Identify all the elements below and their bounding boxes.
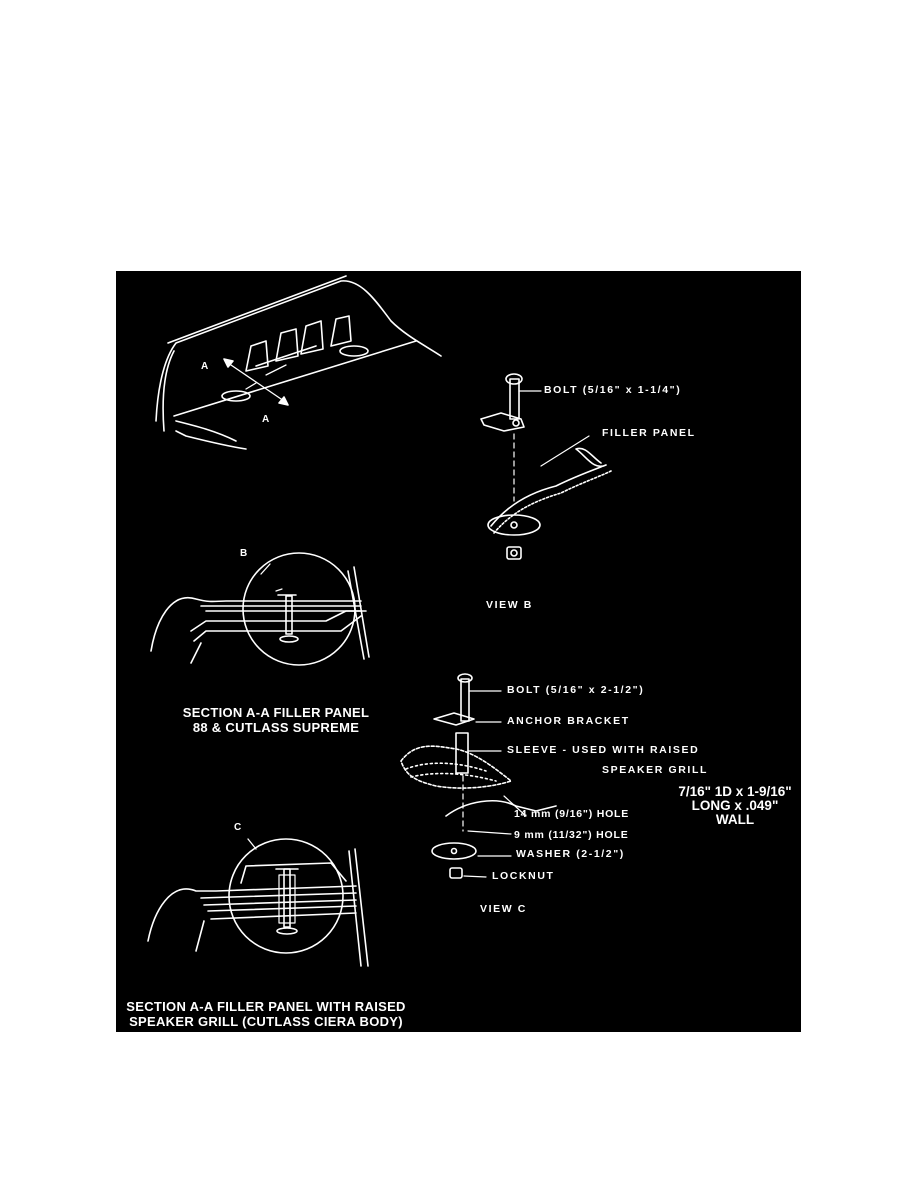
section-b-caption bbox=[156, 705, 396, 736]
detail-b-marker: B bbox=[240, 548, 248, 559]
view-b-exploded bbox=[481, 374, 611, 559]
detail-c-marker: C bbox=[234, 822, 242, 833]
section-b-caption-line2: 88 & CUTLASS SUPREME bbox=[192, 720, 360, 736]
diagram-artwork bbox=[116, 271, 801, 1032]
section-b-detail bbox=[151, 553, 369, 665]
sleeve-spec-line3: WALL bbox=[715, 812, 755, 828]
sleeve-spec-line1: 7/16" 1D x 1-9/16" bbox=[678, 784, 792, 799]
view-c-locknut-label: LOCKNUT bbox=[492, 870, 555, 882]
package-shelf-overview bbox=[156, 276, 441, 449]
section-a-marker-lower: A bbox=[262, 414, 270, 425]
view-b-filler-panel-label: FILLER PANEL bbox=[602, 427, 696, 439]
section-c-caption bbox=[116, 999, 416, 1030]
section-c-caption-line2: SPEAKER GRILL (CUTLASS CIERA BODY) bbox=[129, 1014, 403, 1030]
view-c-anchor-bracket-label: ANCHOR BRACKET bbox=[507, 715, 630, 727]
section-b-caption-line1: SECTION A-A FILLER PANEL bbox=[182, 705, 370, 720]
view-c-14mm-hole-label: 14 mm (9/16") HOLE bbox=[514, 808, 630, 820]
view-b-bolt-label: BOLT (5/16" x 1-1/4") bbox=[544, 384, 682, 396]
view-b-caption: VIEW B bbox=[486, 599, 533, 611]
section-c-caption-line1: SECTION A-A FILLER PANEL WITH RAISED bbox=[126, 999, 406, 1014]
view-c-washer-label: WASHER (2-1/2") bbox=[516, 848, 625, 860]
view-c-sleeve-label-line2: SPEAKER GRILL bbox=[602, 764, 708, 776]
service-diagram bbox=[116, 271, 801, 1032]
sleeve-spec bbox=[672, 785, 798, 828]
view-c-caption: VIEW C bbox=[480, 903, 527, 915]
view-c-9mm-hole-label: 9 mm (11/32") HOLE bbox=[514, 829, 629, 841]
sleeve-spec-line2: LONG x .049" bbox=[691, 798, 779, 814]
section-c-detail bbox=[148, 839, 368, 966]
view-c-sleeve-label-line1: SLEEVE - USED WITH RAISED bbox=[507, 744, 700, 756]
section-a-marker-upper: A bbox=[201, 361, 209, 372]
view-c-bolt-label: BOLT (5/16" x 2-1/2") bbox=[507, 684, 645, 696]
